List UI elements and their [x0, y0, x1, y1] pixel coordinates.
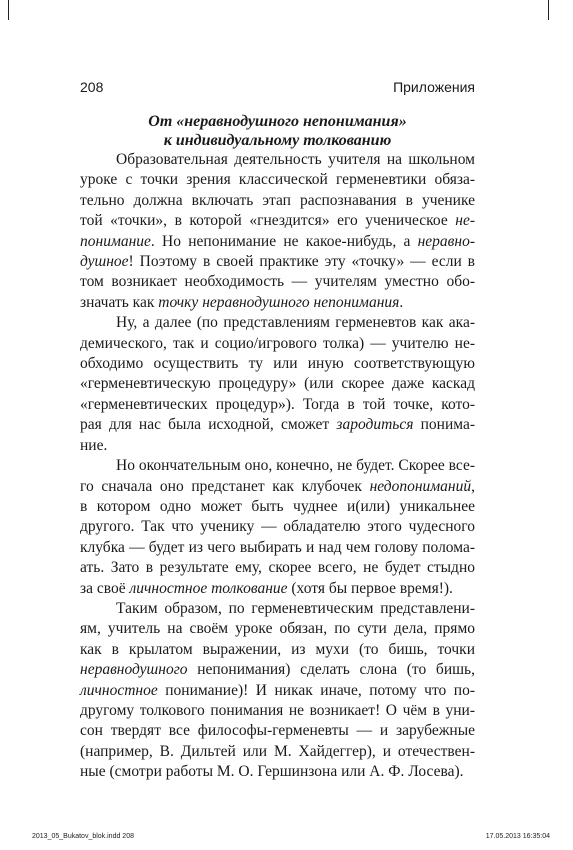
print-slug	[32, 833, 550, 845]
text-run: .	[399, 293, 404, 311]
text-run: клубка — будет из чего выбирать и над чем голову полома-	[80, 538, 475, 556]
text-run: . Но непонимание не какое-нибудь, а	[150, 232, 418, 250]
text-line	[80, 395, 475, 415]
italic-text: неравно-	[417, 232, 475, 250]
text-run: понимание)! И никак иначе, потому что по-	[157, 681, 475, 699]
text-line	[80, 497, 475, 517]
page-number: 208	[80, 79, 104, 95]
text-line	[80, 415, 475, 435]
text-line	[80, 313, 475, 333]
text-line	[80, 374, 475, 394]
text-line	[80, 538, 475, 558]
text-run: за своё	[80, 579, 130, 597]
text-line	[80, 456, 475, 476]
text-run: непонимания) сделать слона (то бишь,	[187, 661, 475, 679]
title-line-2: к индивидуальному толкованию	[163, 132, 392, 149]
text-line	[80, 558, 475, 578]
text-run: Но окончательным оно, конечно, не будет. Скорее все-	[116, 457, 475, 475]
text-line	[80, 334, 475, 354]
text-run: другому толкового понимания не возникает! О чём в уни-	[80, 701, 475, 719]
paragraph	[80, 150, 475, 313]
text-run: ние.	[80, 436, 108, 454]
italic-text: личностное	[80, 681, 158, 699]
text-line	[80, 701, 475, 721]
paragraph	[80, 599, 475, 783]
text-run: ям, учитель на своём уроке обязан, по сути дела, прямо	[80, 620, 475, 638]
italic-text: неравнодушного	[80, 661, 188, 679]
italic-text: недопониманий	[369, 477, 472, 495]
text-line	[80, 742, 475, 762]
italic-text: зародиться	[336, 416, 414, 434]
paragraph	[80, 456, 475, 599]
text-run: понима-	[413, 416, 475, 434]
text-run: (хотя бы первое время!).	[287, 579, 453, 597]
running-head	[80, 79, 475, 99]
text-run: ,	[471, 477, 475, 495]
text-run: той «точки», в которой «гнездится» его ученическое	[80, 212, 456, 230]
text-run: ! Поэтому в своей практике эту «точку» — если в	[128, 253, 475, 271]
text-run: (например, В. Дильтей или М. Хайдеггер), и отечествен-	[80, 742, 475, 760]
text-line	[80, 660, 475, 680]
text-line	[80, 211, 475, 231]
text-run: «герменевтических процедур»). Тогда в той точке, кото-	[80, 395, 475, 413]
text-run: значать как	[80, 293, 159, 311]
title-line-1: От «неравнодушного непонимания»	[148, 113, 407, 130]
article-title	[80, 112, 475, 150]
text-line	[80, 252, 475, 272]
text-run: Образовательная деятельность учителя на школьном	[116, 151, 475, 168]
text-run: ать. Зато в результате ему, скорее всего, не будет стыдно	[80, 559, 475, 577]
text-line	[80, 619, 475, 639]
text-run: том возникает необходимость — учителям уместно обо-	[80, 273, 475, 291]
text-run: ные (смотри работы М. О. Гершинзона или А. Ф. Лосева).	[80, 763, 464, 781]
text-line	[80, 517, 475, 537]
crop-mark-left	[8, 0, 9, 20]
italic-text: точку неравнодушного непонимания	[158, 293, 400, 311]
text-line	[80, 293, 475, 313]
text-line	[80, 272, 475, 292]
text-run: тельно должна включать этап распознавания в ученике	[80, 191, 475, 209]
text-line	[80, 579, 475, 599]
slug-file-name: 2013_05_Bukatov_blok.indd 208	[32, 833, 134, 840]
text-line	[80, 762, 475, 782]
body-text	[80, 150, 475, 783]
text-line	[80, 170, 475, 190]
text-run: уроке с точки зрения классической герменевтики обяза-	[80, 171, 475, 189]
slug-timestamp: 17.05.2013 16:35:04	[485, 833, 550, 840]
text-line	[80, 640, 475, 660]
text-line	[80, 681, 475, 701]
crop-mark-right	[548, 0, 549, 20]
italic-text: личностное толкование	[129, 579, 288, 597]
text-line	[80, 191, 475, 211]
text-run: «герменевтическую процедуру» (или скорее даже каскад	[80, 375, 475, 393]
text-run: демического, так и социо/игрового толка) — учителю не-	[80, 334, 475, 352]
text-run: Таким образом, по герменевтическим представлени-	[116, 599, 475, 617]
text-line	[80, 232, 475, 252]
text-line	[80, 354, 475, 374]
text-line	[80, 721, 475, 741]
text-line	[80, 150, 475, 170]
text-line	[80, 599, 475, 619]
text-run: рая для нас была исходной, сможет	[80, 416, 337, 434]
text-run: Ну, а далее (по представлениям герменевтов как ака-	[116, 314, 475, 332]
italic-text: душное	[80, 253, 129, 271]
text-run: как в крылатом выражении, из мухи (то бишь, точки	[80, 640, 475, 658]
text-run: в котором одно может быть чуднее и(или) уникальнее	[80, 497, 475, 515]
italic-text: не-	[455, 212, 475, 230]
section-title: Приложения	[393, 79, 475, 95]
paragraph	[80, 313, 475, 456]
text-run: го сначала оно предстанет как клубочек	[80, 477, 370, 495]
text-run: сон твердят все философы-герменевты — и зарубежные	[80, 722, 475, 740]
italic-text: понимание	[80, 232, 151, 250]
text-line	[80, 477, 475, 497]
text-run: обходимо осуществить ту или иную соответствующую	[80, 355, 475, 373]
text-run: другого. Так что ученику — обладателю этого чудесного	[80, 518, 475, 536]
text-line	[80, 436, 475, 456]
